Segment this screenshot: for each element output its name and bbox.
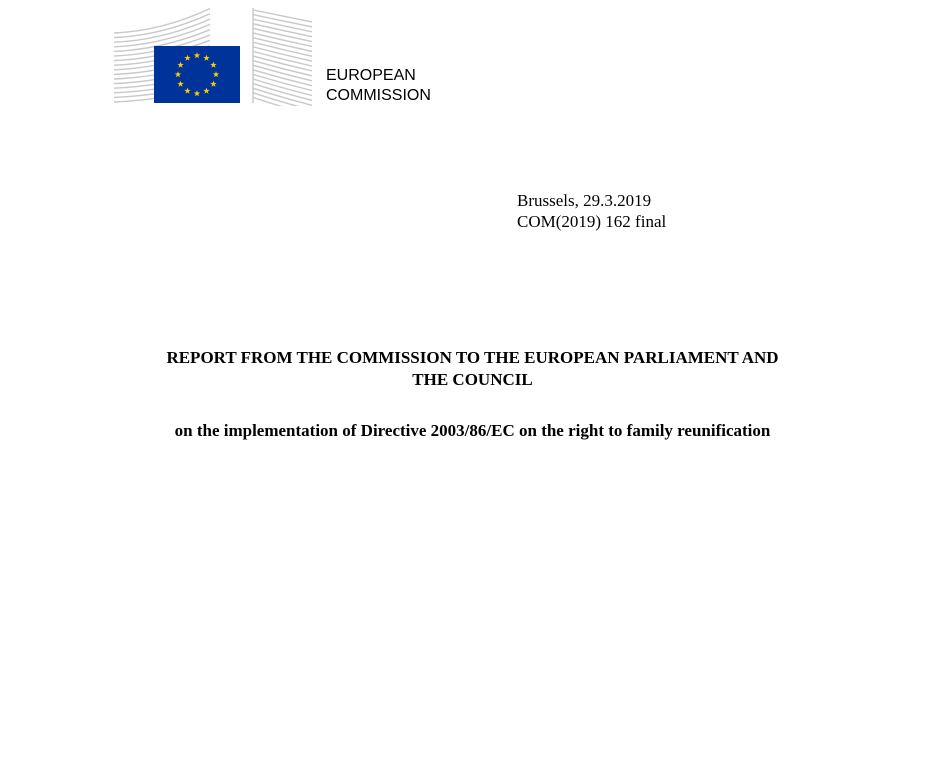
report-subtitle: on the implementation of Directive 2003/86/EC on the right to family reunification	[174, 421, 771, 440]
building-stripe-right	[253, 93, 312, 106]
document-reference	[517, 190, 666, 232]
organization-name	[326, 66, 431, 106]
document-number: COM(2019) 162 final	[517, 212, 667, 231]
building-stripe-left	[114, 9, 210, 34]
european-commission-logo-icon	[112, 6, 312, 106]
report-title	[120, 347, 825, 391]
report-title-line1: REPORT FROM THE COMMISSION TO THE EUROPEAN PARLIAMENT AND	[166, 348, 779, 367]
place-date: Brussels, 29.3.2019	[517, 191, 652, 210]
organization-name-line1: EUROPEAN	[326, 67, 416, 84]
organization-name-line2: COMMISSION	[326, 87, 431, 104]
report-title-line2: THE COUNCIL	[412, 370, 533, 389]
